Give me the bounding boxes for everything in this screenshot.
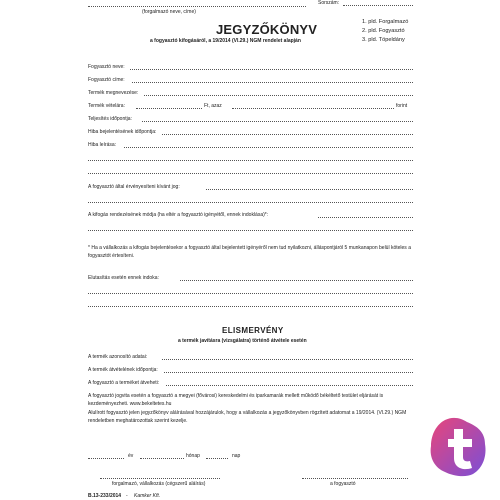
price-unit: Ft, azaz [204, 103, 222, 109]
footer-separator: - [126, 493, 128, 499]
t-logo-icon [427, 416, 489, 478]
consumer-address-field[interactable] [132, 82, 413, 83]
receipt-paragraph-1: A fogyasztó jogvita esetén a fogyasztó a megyei (fővárosi) kereskedelmi és iparkamarák mellett működő békéltető testület eljárását is kezdeményezheti. www.bekeltetes.hu [88, 393, 384, 407]
purchase-price-label: Termék vételára: [88, 103, 125, 109]
purchase-price-field[interactable] [136, 108, 202, 109]
claim-field[interactable] [206, 189, 413, 190]
serial-line [343, 5, 413, 6]
date-month-label: hónap [186, 453, 200, 459]
rejection-label: Elutasítás esetén ennek indoka: [88, 275, 159, 281]
date-year-label: év [128, 453, 134, 459]
page-title: JEGYZŐKÖNYV [216, 22, 318, 37]
error-report-time-label: Hiba bejelentésének időpontja: [88, 129, 157, 135]
footnote: * Ha a vállalkozás a kifogás bejelentésekor a fogyasztó által bejelentett igényéről nem tud nyilatkozni, álláspontjáról 5 munkanapon belül köteles a fogyasztót értesíteni. [88, 245, 411, 259]
date-day-field[interactable] [206, 458, 228, 459]
receipt-title: ELISMERVÉNY [222, 326, 284, 335]
footer-code: B.13-233/2014 [88, 493, 122, 499]
date-year-field[interactable] [88, 458, 124, 459]
vendor-line [88, 6, 306, 7]
claim-label: A fogyasztó által érvényesíteni kívánt jog: [88, 184, 180, 190]
error-description-field[interactable] [124, 147, 413, 148]
receive-field[interactable] [166, 385, 413, 386]
footer-publisher: Kamker Kft. [134, 493, 161, 499]
error-description-label: Hiba leírása: [88, 142, 117, 148]
serial-label: Sorszám: [318, 0, 340, 6]
claim-line-2[interactable] [88, 202, 413, 203]
date-month-field[interactable] [140, 458, 184, 459]
consumer-name-field[interactable] [130, 69, 413, 70]
error-description-line-2[interactable] [88, 160, 413, 161]
receive-label: A fogyasztó a terméket átveheti: [88, 380, 160, 386]
resolution-line-2[interactable] [88, 230, 413, 231]
consumer-signature-line[interactable] [302, 478, 408, 479]
resolution-field[interactable] [318, 217, 413, 218]
vendor-signature-label: forgalmazó, vállalkozás (cégszerű aláírás) [112, 481, 206, 487]
rejection-field[interactable] [180, 280, 413, 281]
copy-1: 1. pld. Forgalmazó [362, 19, 409, 25]
consumer-name-label: Fogyasztó neve: [88, 64, 125, 70]
product-name-label: Termék megnevezése: [88, 90, 139, 96]
product-id-label: A termék azonosító adatai: [88, 354, 148, 360]
vendor-signature-line[interactable] [100, 478, 220, 479]
price-tail: forint [396, 103, 408, 109]
error-report-time-field[interactable] [162, 134, 413, 135]
consumer-signature-label: a fogyasztó [330, 481, 356, 487]
product-name-field[interactable] [144, 95, 413, 96]
performance-time-label: Teljesítés időpontja: [88, 116, 132, 122]
copy-3: 3. pld. Töpeldány [362, 37, 405, 43]
return-time-label: A termék átvételének időpontja: [88, 367, 158, 373]
return-time-field[interactable] [164, 372, 413, 373]
price-words-field[interactable] [232, 108, 394, 109]
performance-time-field[interactable] [142, 121, 413, 122]
page-subtitle: a fogyasztó kifogásáról, a 19/2014 (VI.29.) NGM rendelet alapján [150, 38, 301, 44]
consumer-address-label: Fogyasztó címe: [88, 77, 125, 83]
rejection-line-2[interactable] [88, 293, 413, 294]
copy-2: 2. pld. Fogyasztó [362, 28, 405, 34]
vendor-caption: (forgalmazó neve, címe) [142, 9, 196, 15]
receipt-paragraph-2: Alulírott fogyasztó jelen jegyzőkönyv aláírásával hozzájárulok, hogy a vállalkozás a jegyzőkönyvben rögzített adatomat a 19/2014. (VI.29.) NGM rendeletben meghatározottak szerint kezelje. [88, 410, 407, 424]
error-description-line-3[interactable] [88, 173, 413, 174]
resolution-label: A kifogás rendezésének módja (ha eltér a fogyasztó igényétől, ennek indoklása)*: [88, 212, 269, 218]
receipt-subtitle: a termék javításra (vizsgálatra) történő átvétele esetén [178, 338, 307, 344]
rejection-line-3[interactable] [88, 306, 413, 307]
date-day-label: nap [232, 453, 241, 459]
product-id-field[interactable] [162, 359, 413, 360]
